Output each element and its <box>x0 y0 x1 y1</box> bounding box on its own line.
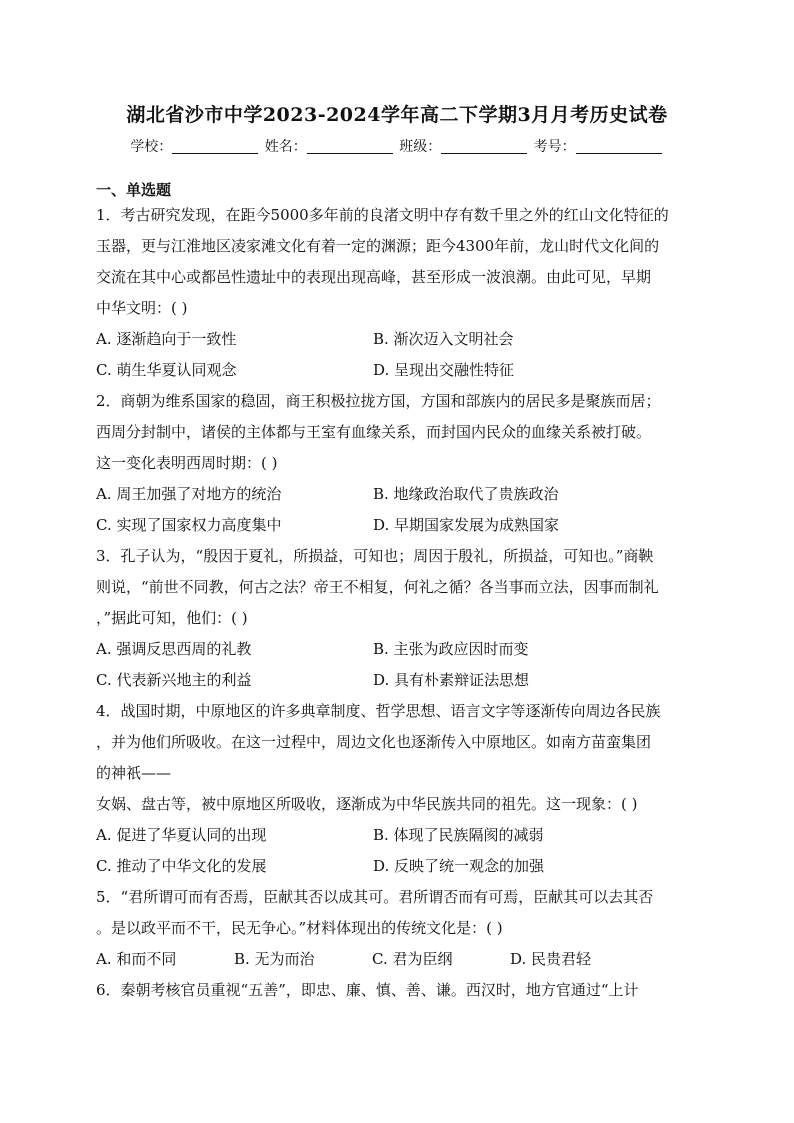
option-d[interactable]: D. 反映了统一观念的加强 <box>373 857 545 875</box>
question-stem-line: 这一变化表明西周时期：( ) <box>96 454 278 472</box>
name-label: 姓名： <box>264 139 307 155</box>
option-a[interactable]: A. 逐渐趋向于一致性 <box>96 330 237 348</box>
question-stem-line: 则说，“前世不同教，何古之法？帝王不相复，何礼之循？各当事而立法，因事而制礼 <box>96 578 659 596</box>
question-list <box>96 200 700 1006</box>
question-stem-line: 5．“君所谓可而有否焉，臣献其否以成其可。君所谓否而有可焉，臣献其可以去其否 <box>96 888 654 906</box>
school-blank[interactable] <box>172 139 258 154</box>
school-label: 学校： <box>130 139 173 155</box>
option-a[interactable]: A. 促进了华夏认同的出现 <box>96 826 267 844</box>
option-b[interactable]: B. 主张为政应因时而变 <box>373 640 529 658</box>
exam-number-blank[interactable] <box>576 139 662 154</box>
option-b[interactable]: B. 渐次迈入文明社会 <box>373 330 514 348</box>
exam-number-label: 考号： <box>533 139 576 155</box>
option-d[interactable]: D. 民贵君轻 <box>510 950 592 968</box>
question-stem-line: 女娲、盘古等，被中原地区所吸收，逐渐成为中华民族共同的祖先。这一现象：( ) <box>96 795 638 813</box>
option-a[interactable]: A. 周王加强了对地方的统治 <box>96 485 282 503</box>
option-c[interactable]: C. 君为臣纲 <box>372 950 453 968</box>
question-stem-line: 中华文明：( ) <box>96 299 188 317</box>
option-d[interactable]: D. 早期国家发展为成熟国家 <box>373 516 560 534</box>
option-group <box>96 634 700 696</box>
question-1 <box>96 200 700 386</box>
question-stem-line: 交流在其中心或都邑性遗址中的表现出现高峰，甚至形成一波浪潮。由此可见，早期 <box>96 268 652 286</box>
class-blank[interactable] <box>441 139 527 154</box>
name-blank[interactable] <box>307 139 393 154</box>
question-stem-line: ，”据此可知，他们：( ) <box>96 609 248 627</box>
question-stem-line: 3．孔子认为，“殷因于夏礼，所损益，可知也；周因于殷礼，所损益，可知也。”商鞅 <box>96 547 654 565</box>
option-a[interactable]: A. 和而不同 <box>96 950 177 968</box>
question-5 <box>96 882 700 975</box>
option-d[interactable]: D. 具有朴素辩证法思想 <box>373 671 530 689</box>
option-group <box>96 479 700 541</box>
question-stem-line: 1．考古研究发现，在距今5000多年前的良渚文明中存有数千里之外的红山文化特征的 <box>96 206 669 224</box>
question-stem-line: 的神祇—— <box>96 764 172 782</box>
option-b[interactable]: B. 地缘政治取代了贵族政治 <box>373 485 559 503</box>
question-stem-line: 4．战国时期，中原地区的许多典章制度、哲学思想、语言文字等逐渐传向周边各民族 <box>96 702 661 720</box>
question-stem-line: 6．秦朝考核官员重视“五善”，即忠、廉、慎、善、谦。西汉时，地方官通过“上计 <box>96 981 639 999</box>
question-3 <box>96 541 700 696</box>
question-4 <box>96 696 700 882</box>
option-a[interactable]: A. 强调反思西周的礼教 <box>96 640 252 658</box>
option-c[interactable]: C. 推动了中华文化的发展 <box>96 857 267 875</box>
option-c[interactable]: C. 实现了国家权力高度集中 <box>96 516 282 534</box>
option-c[interactable]: C. 萌生华夏认同观念 <box>96 361 237 379</box>
exam-title: 湖北省沙市中学2023-2024学年高二下学期3月月考历史试卷 <box>126 104 668 126</box>
question-stem-line: 西周分封制中，诸侯的主体都与王室有血缘关系，而封国内民众的血缘关系被打破。 <box>96 423 652 441</box>
option-b[interactable]: B. 无为而治 <box>234 950 315 968</box>
question-stem-line: 2．商朝为维系国家的稳固，商王积极拉拢方国，方国和部族内的居民多是聚族而居； <box>96 392 661 410</box>
student-info-row <box>0 136 794 156</box>
option-b[interactable]: B. 体现了民族隔阂的减弱 <box>373 826 544 844</box>
class-label: 班级： <box>399 139 442 155</box>
option-d[interactable]: D. 呈现出交融性特征 <box>373 361 515 379</box>
question-stem-line: 。是以政平而不干，民无争心。”材料体现出的传统文化是：( ) <box>96 919 503 937</box>
question-2 <box>96 386 700 541</box>
section-title: 一、单选题 <box>96 181 172 199</box>
option-group <box>96 820 700 882</box>
question-6 <box>96 975 700 1006</box>
question-stem-line: 玉器，更与江淮地区凌家滩文化有着一定的渊源；距今4300年前，龙山时代文化间的 <box>96 237 660 255</box>
option-group <box>96 944 700 975</box>
option-c[interactable]: C. 代表新兴地主的利益 <box>96 671 252 689</box>
question-stem-line: ，并为他们所吸收。在这一过程中，周边文化也逐渐传入中原地区。如南方苗蛮集团 <box>96 733 652 751</box>
option-group <box>96 324 700 386</box>
